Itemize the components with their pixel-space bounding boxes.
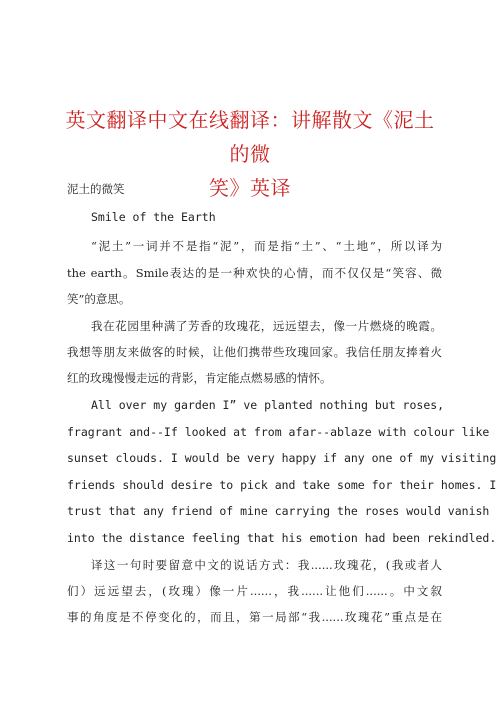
paragraph-line: into the distance feeling that his emotion had been rekindled. <box>67 531 497 545</box>
paragraph-line: friends should desire to pick and take some for their homes. I <box>67 478 497 492</box>
paragraph-line: 笑”的意思。 <box>67 292 131 306</box>
paragraph-line: 们）远远望去，(玫瑰）像一片......，我......让他们......。中文叙 <box>67 584 442 598</box>
english-title: Smile of the Earth <box>91 210 216 224</box>
paragraph-line: 红的玫瑰慢慢走远的背影，肯定能点燃易感的情怀。 <box>67 371 332 385</box>
paragraph-line: “泥土”一词并不是指“泥”，而是指“土”、“土地”，所以译为 <box>91 239 442 253</box>
section-heading: 泥土的微笑 <box>67 182 125 196</box>
paragraph-line: All over my garden I” ve planted nothing but roses, <box>91 398 445 412</box>
title-line-2: 笑》英译 <box>209 176 291 200</box>
title-line-1: 英文翻译中文在线翻译：讲解散文《泥土的微 <box>65 108 435 166</box>
paragraph-line: the earth。Smile表达的是一种欢快的心情，而不仅仅是“笑容、微 <box>67 266 442 280</box>
paragraph-line: trust that any friend of mine carrying the roses would vanish <box>67 504 490 518</box>
paragraph-line: fragrant and--If looked at from afar--ablaze with colour like <box>67 425 490 439</box>
paragraph-line: 我在花园里种满了芳香的玫瑰花，远远望去，像一片燃烧的晚霞。 <box>91 319 442 333</box>
paragraph-line: 我想等朋友来做客的时候，让他们携带些玫瑰回家。我信任朋友捧着火 <box>67 345 442 359</box>
paragraph-line: sunset clouds. I would be very happy if any one of my visiting <box>67 451 497 465</box>
paragraph-line: 事的角度是不停变化的，而且，第一局部“我......玫瑰花”重点是在 <box>67 610 442 624</box>
paragraph-line: 译这一句时要留意中文的说话方式：我......玫瑰花，(我或者人 <box>91 558 442 572</box>
